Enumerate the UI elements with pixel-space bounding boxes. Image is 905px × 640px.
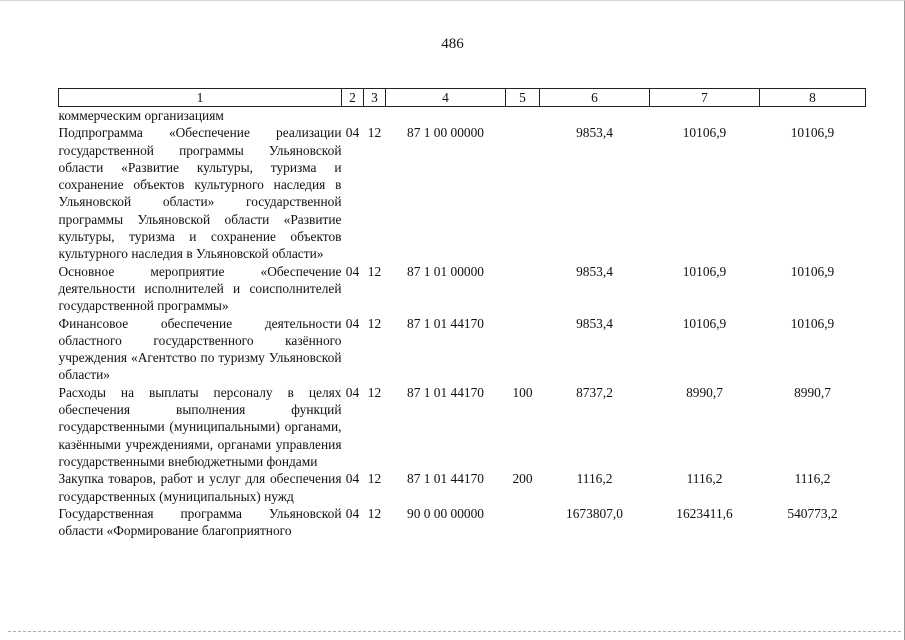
row-section-code: 04 [345, 384, 360, 400]
row-expense-type: 200 [512, 471, 533, 487]
row-target-article: 87 1 01 00000 [407, 263, 484, 279]
column-header-7: 7 [650, 89, 760, 107]
row-description: Расходы на выплаты персоналу в целях обеспечения выполнения функций государственными (муниципальными) органами, казёнными учреждениями, органами управления государственными внебюджетными фондами [58, 384, 342, 469]
row-description: Подпрограмма «Обеспечение реализации государственной программы Ульяновской области «Развитие культуры, туризма и сохранение объектов культурного наследия в Ульяновской области» государственной программы Ульяновской области «Развитие культуры, туризма и сохранение объектов культурного наследия в Ульяновской области» [58, 125, 342, 262]
row-subsection-code: 12 [367, 125, 382, 141]
page-number: 486 [441, 36, 464, 52]
row-target-article: 87 1 01 44170 [407, 384, 484, 400]
row-section-code: 04 [345, 471, 360, 487]
row-description: коммерческим организациям [58, 108, 224, 123]
row-subsection-code: 12 [367, 263, 382, 279]
row-target-article: 87 1 00 00000 [407, 125, 484, 141]
row-section-code [342, 107, 364, 125]
column-header-5: 5 [506, 89, 540, 107]
column-header-1: 1 [59, 89, 342, 107]
column-header-6: 6 [540, 89, 650, 107]
row-amount-3: 10106,9 [790, 263, 835, 279]
page-bottom-edge [8, 631, 901, 632]
row-section-code: 04 [345, 505, 360, 521]
row-subsection-code [364, 107, 386, 125]
row-expense-type [506, 107, 540, 125]
row-amount-1 [540, 107, 650, 125]
row-description: Государственная программа Ульяновской области «Формирование благоприятного [58, 505, 342, 539]
row-target-article: 90 0 00 00000 [407, 505, 484, 521]
row-description: Основное мероприятие «Обеспечение деятельности исполнителей и соисполнителей государственной программы» [58, 263, 342, 314]
row-section-code: 04 [345, 263, 360, 279]
row-amount-1: 9853,4 [576, 125, 613, 141]
row-amount-1: 8737,2 [576, 384, 613, 400]
row-expense-type [506, 263, 540, 315]
column-header-2: 2 [342, 89, 364, 107]
table-row [59, 470, 866, 505]
table-row [59, 124, 866, 262]
table-row [59, 263, 866, 315]
table-row [59, 315, 866, 384]
row-amount-2: 10106,9 [682, 315, 727, 331]
row-target-article [386, 107, 506, 125]
table-row [59, 107, 866, 125]
row-amount-3 [760, 107, 866, 125]
column-header-3: 3 [364, 89, 386, 107]
row-expense-type [506, 315, 540, 384]
row-expense-type [506, 505, 540, 540]
row-section-code: 04 [345, 315, 360, 331]
row-section-code: 04 [345, 125, 360, 141]
row-amount-2: 10106,9 [682, 125, 727, 141]
row-amount-1: 9853,4 [576, 263, 613, 279]
row-subsection-code: 12 [367, 505, 382, 521]
column-header-8: 8 [760, 89, 866, 107]
row-expense-type: 100 [512, 384, 533, 400]
row-subsection-code: 12 [367, 315, 382, 331]
row-amount-2 [650, 107, 760, 125]
row-amount-2: 1623411,6 [676, 505, 733, 521]
table-row [59, 505, 866, 540]
row-target-article: 87 1 01 44170 [407, 471, 484, 487]
row-amount-3: 540773,2 [787, 505, 838, 521]
row-amount-1: 1673807,0 [566, 505, 623, 521]
table-row [59, 384, 866, 470]
column-header-4: 4 [386, 89, 506, 107]
row-amount-3: 10106,9 [790, 315, 835, 331]
row-subsection-code: 12 [367, 384, 382, 400]
row-amount-3: 10106,9 [790, 125, 835, 141]
row-amount-2: 8990,7 [686, 384, 723, 400]
row-target-article: 87 1 01 44170 [407, 315, 484, 331]
row-amount-1: 9853,4 [576, 315, 613, 331]
row-description: Финансовое обеспечение деятельности областного государственного казённого учреждения «Агентство по туризму Ульяновской области» [58, 315, 342, 383]
table-header-row [59, 89, 866, 107]
row-amount-1: 1116,2 [576, 471, 613, 487]
row-amount-3: 8990,7 [794, 384, 831, 400]
budget-table [58, 88, 866, 539]
row-expense-type [506, 124, 540, 262]
row-amount-3: 1116,2 [794, 471, 831, 487]
row-subsection-code: 12 [367, 471, 382, 487]
row-description: Закупка товаров, работ и услуг для обеспечения государственных (муниципальных) нужд [58, 471, 342, 504]
row-amount-2: 10106,9 [682, 263, 727, 279]
row-amount-2: 1116,2 [686, 471, 723, 487]
